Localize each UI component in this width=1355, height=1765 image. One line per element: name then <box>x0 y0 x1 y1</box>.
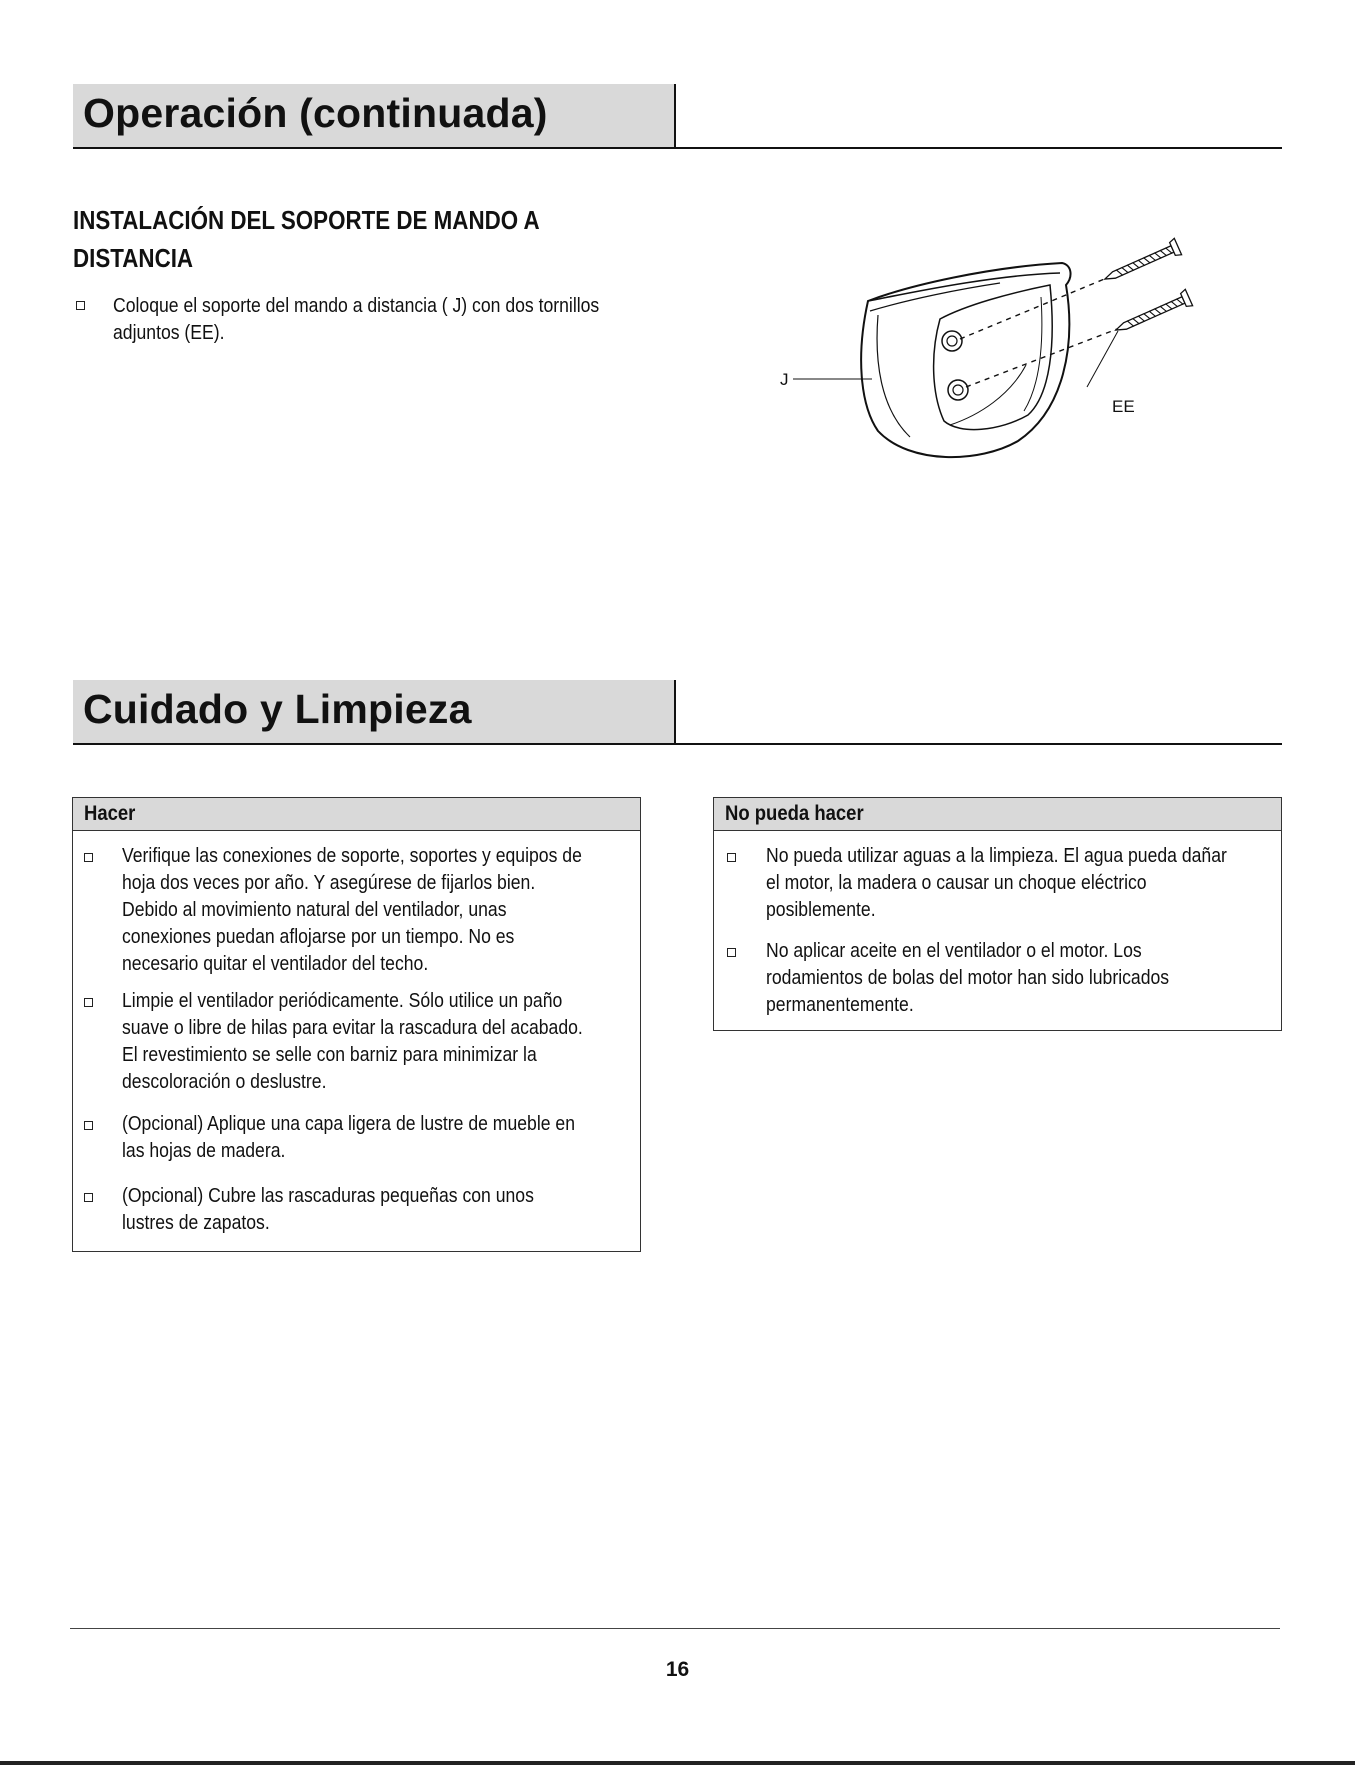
remote-holder-subheading: INSTALACIÓN DEL SOPORTE DE MANDO A DISTANCIA <box>73 205 539 273</box>
item-line: las hojas de madera. <box>122 1140 286 1162</box>
item-line: Limpie el ventilador periódicamente. Sólo utilice un paño <box>122 990 563 1012</box>
screw-icon <box>1101 238 1181 287</box>
remote-holder-illustration <box>760 225 1220 485</box>
bracket-body <box>861 263 1070 457</box>
section-title-operation: Operación (continuada) <box>83 90 548 136</box>
do-panel <box>72 797 641 1252</box>
dont-panel <box>713 797 1282 1031</box>
item-line: el motor, la madera o causar un choque eléctrico <box>766 872 1147 894</box>
item-line: El revestimiento se selle con barniz para minimizar la <box>122 1044 537 1066</box>
item-line: hoja dos veces por año. Y asegúrese de fijarlos bien. <box>122 872 536 894</box>
footer-rule <box>70 1628 1280 1629</box>
item-line: Debido al movimiento natural del ventilador, unas <box>122 899 507 921</box>
item-line: Verifique las conexiones de soporte, soportes y equipos de <box>122 845 582 867</box>
checkbox-icon <box>84 998 93 1007</box>
item-line: adjuntos (EE). <box>113 322 225 344</box>
item-line: permanentemente. <box>766 994 914 1016</box>
item-line: descoloración o deslustre. <box>122 1071 327 1093</box>
figure-label-j: J <box>780 370 789 389</box>
checkbox-icon <box>84 1121 93 1130</box>
item-line: (Opcional) Aplique una capa ligera de lustre de mueble en <box>122 1113 576 1135</box>
item-line: posiblemente. <box>766 899 876 921</box>
section-rule-care <box>73 743 1282 745</box>
item-line: No pueda utilizar aguas a la limpieza. El agua pueda dañar <box>766 845 1227 867</box>
checkbox-icon <box>727 853 736 862</box>
checkbox-icon <box>84 1193 93 1202</box>
item-line: necesario quitar el ventilador del techo. <box>122 953 429 975</box>
section-title-care: Cuidado y Limpieza <box>83 686 472 732</box>
item-line: No aplicar aceite en el ventilador o el motor. Los <box>766 940 1142 962</box>
checkbox-icon <box>76 301 85 310</box>
section-header-operation <box>73 84 676 148</box>
list-item-remote-holder <box>73 293 673 353</box>
item-line: suave o libre de hilas para evitar la rascadura del acabado. <box>122 1017 583 1039</box>
section-header-care <box>73 680 676 744</box>
section-rule-operation <box>73 147 1282 149</box>
do-panel-heading: Hacer <box>84 802 136 825</box>
bottom-edge-bar <box>0 1761 1355 1765</box>
screw-icon <box>1112 289 1192 338</box>
do-panel-header <box>73 798 640 831</box>
item-line: (Opcional) Cubre las rascaduras pequeñas con unos <box>122 1185 534 1207</box>
item-line: lustres de zapatos. <box>122 1212 270 1234</box>
checkbox-icon <box>727 948 736 957</box>
checkbox-icon <box>84 853 93 862</box>
dont-panel-header <box>714 798 1281 831</box>
item-line: Coloque el soporte del mando a distancia ( J) con dos tornillos <box>113 295 600 317</box>
item-line: rodamientos de bolas del motor han sido lubricados <box>766 967 1170 989</box>
item-line: conexiones puedan aflojarse por un tiempo. No es <box>122 926 515 948</box>
dont-panel-heading: No pueda hacer <box>725 802 864 825</box>
figure-label-ee: EE <box>1112 397 1135 416</box>
page-number: 16 <box>665 1658 690 1681</box>
